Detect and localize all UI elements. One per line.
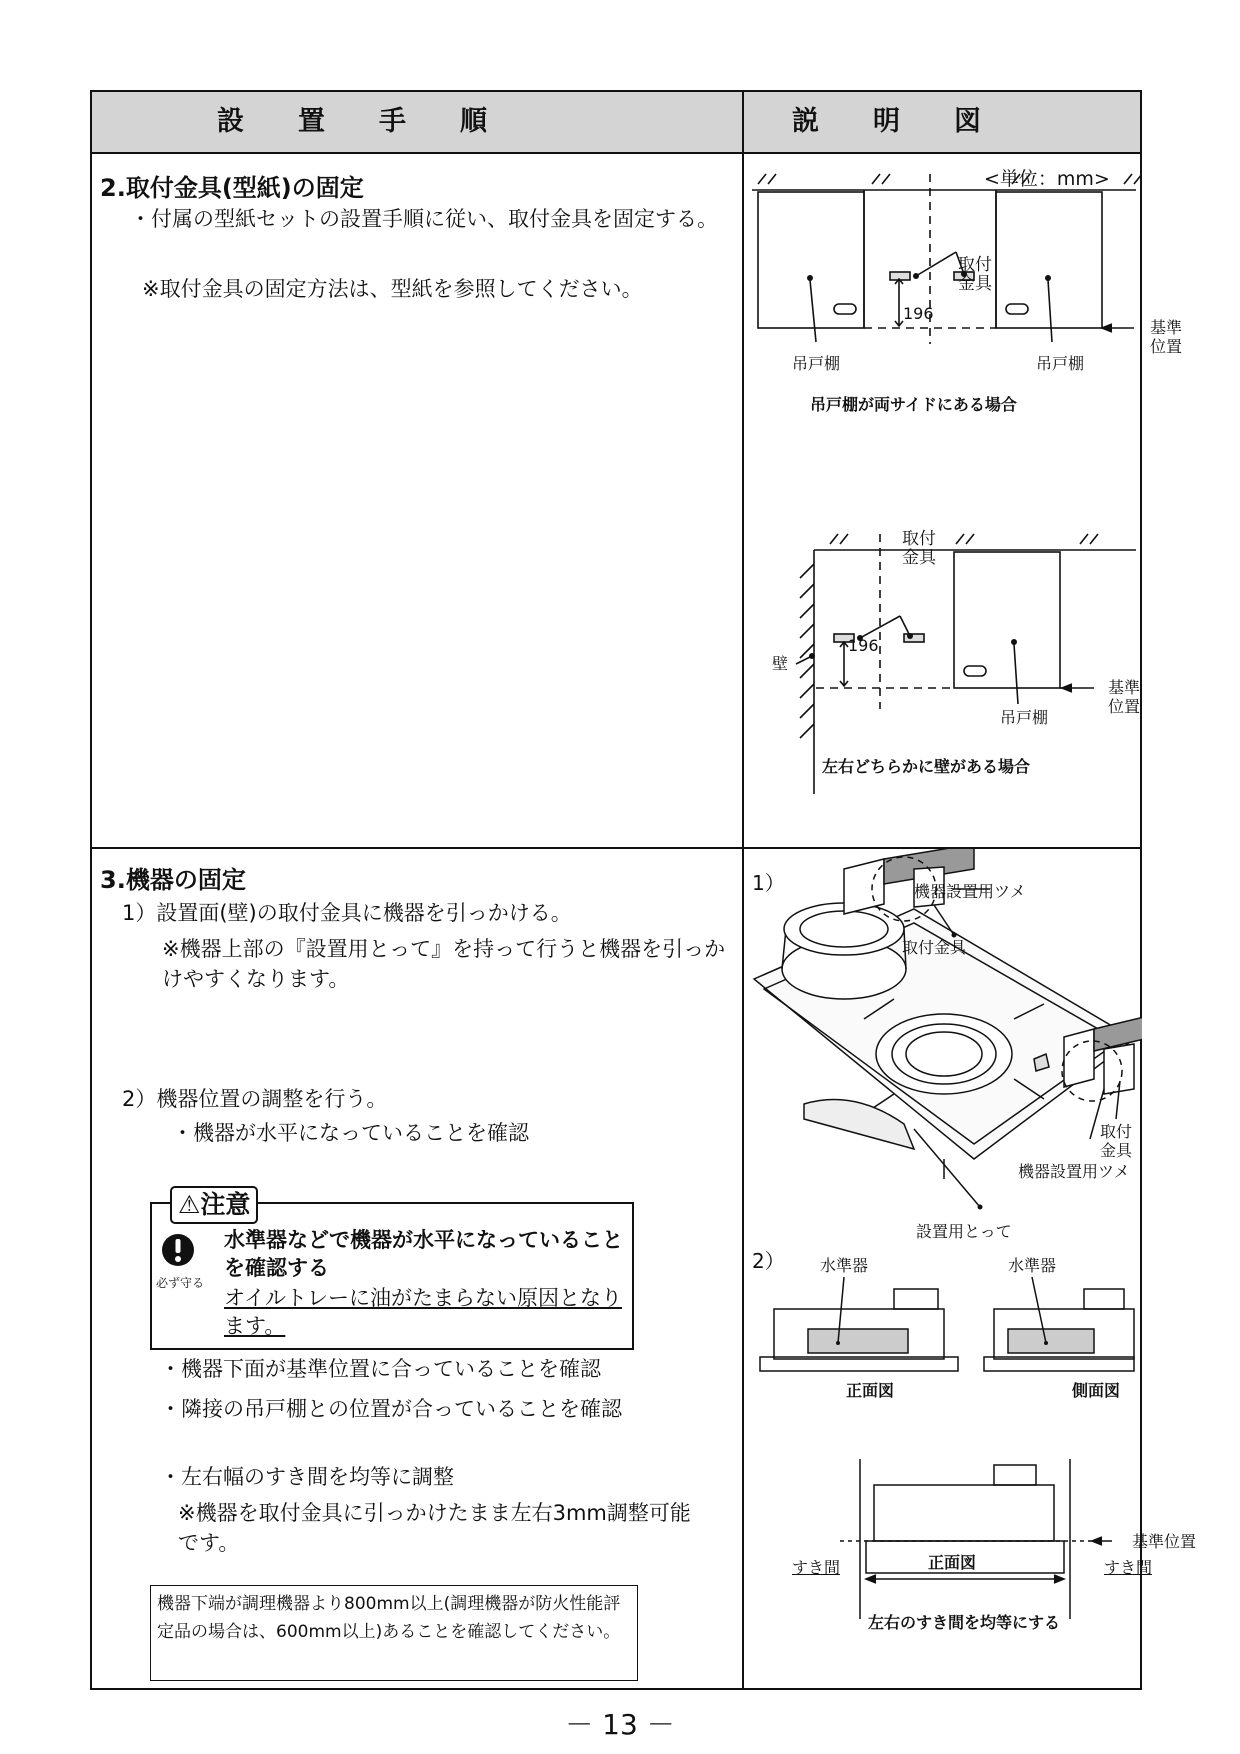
fig3-num1: 1） xyxy=(752,871,785,895)
caution-underline: オイルトレーに油がたまらない原因となります。 xyxy=(224,1286,622,1338)
fig1-bracket-l2: 金具 xyxy=(958,274,992,294)
caution-bold: 水準器などで機器が水平になっていることを確認する xyxy=(224,1228,623,1280)
fig3-claw-right: 機器設置用ツメ xyxy=(1018,1162,1130,1181)
section3-title: 3.機器の固定 xyxy=(100,866,246,894)
bullet-ref: ・機器下面が基準位置に合っていることを確認 xyxy=(160,1357,601,1381)
fig2-bracket-l1: 取付 xyxy=(902,529,936,549)
gap-note: ※機器を取付金具に引っかけたまま左右3mm調整可能です。 xyxy=(178,1501,691,1555)
fig1-ref-l1: 基準 xyxy=(1150,318,1183,337)
fig1-caption: 吊戸棚が両サイドにある場合 xyxy=(810,395,1017,414)
bullet-level: ・機器が水平になっていることを確認 xyxy=(172,1121,529,1145)
bullet-gap: ・左右幅のすき間を均等に調整 xyxy=(160,1465,454,1489)
fig3-gap-right: すき間 xyxy=(1104,1558,1153,1577)
table-header xyxy=(92,92,1140,152)
header-illustration: 説 明 図 xyxy=(792,106,981,137)
fig3-bracket-top: 取付金具 xyxy=(902,938,967,957)
fig3-ref-pos: 基準位置 xyxy=(1132,1532,1197,1551)
fig3-bottom-caption: 左右のすき間を均等にする xyxy=(868,1613,1061,1632)
height-note-box: 機器下端が調理機器より800mm以上(調理機器が防火性能評定品の場合は、600mm以上)あることを確認してください。 xyxy=(150,1585,638,1681)
fig2-ref-l1: 基準 xyxy=(1108,678,1141,697)
fig1-left-cabinet: 吊戸棚 xyxy=(792,354,841,373)
fig3-level-front: 水準器 xyxy=(820,1256,869,1275)
fig3-bracket-right-l1: 取付 xyxy=(1100,1122,1133,1141)
section2-title: 2.取付金具(型紙)の固定 xyxy=(100,174,364,202)
page-number: － 13 － xyxy=(565,1708,675,1741)
caution-tag: ⚠注意 xyxy=(170,1186,258,1224)
section2-note: ※取付金具の固定方法は、型紙を参照してください。 xyxy=(142,277,643,301)
fig1-ref-l2: 位置 xyxy=(1150,337,1183,356)
step2-text: 2）機器位置の調整を行う。 xyxy=(122,1087,388,1111)
fig2-ref-l2: 位置 xyxy=(1108,697,1141,716)
fig3-bracket-right-l2: 金具 xyxy=(1100,1141,1133,1160)
fig3-handle: 設置用とって xyxy=(916,1222,1012,1241)
header-procedure: 設 置 手 順 xyxy=(217,106,487,137)
fig2-cabinet: 吊戸棚 xyxy=(1000,708,1049,727)
fig2-caption: 左右どちらかに壁がある場合 xyxy=(822,757,1031,776)
fig3-level-side: 水準器 xyxy=(1008,1256,1057,1275)
fig3-num2: 2） xyxy=(752,1249,785,1273)
fig3-claw-top: 機器設置用ツメ xyxy=(914,882,1026,901)
instruction-table xyxy=(90,90,1197,1690)
cabinet-diagrams xyxy=(744,154,1142,844)
fig3-front-label: 正面図 xyxy=(928,1553,977,1572)
fig2-wall: 壁 xyxy=(772,654,789,673)
bullet-cabinet: ・隣接の吊戸棚との位置が合っていることを確認 xyxy=(160,1397,622,1421)
fig2-dimension: 196 xyxy=(848,636,879,655)
caution-box xyxy=(150,1190,634,1350)
step1-note: ※機器上部の『設置用とって』を持って行うと機器を引っかけやすくなります。 xyxy=(162,937,726,991)
fig2-bracket-l2: 金具 xyxy=(902,548,936,568)
mandatory-caption: 必ず守る xyxy=(156,1276,205,1290)
unit-label: <単位：mm> xyxy=(984,168,1110,190)
fig3-side-caption: 側面図 xyxy=(1072,1381,1121,1400)
fig3-gap-left: すき間 xyxy=(792,1558,841,1577)
step1-text: 1）設置面(壁)の取付金具に機器を引っかける。 xyxy=(122,901,572,925)
fig1-right-cabinet: 吊戸棚 xyxy=(1036,354,1085,373)
section2-bullet: ・付属の型紙セットの設置手順に従い、取付金具を固定する。 xyxy=(130,207,718,231)
fig1-dimension: 196 xyxy=(903,304,934,323)
fig3-front-caption: 正面図 xyxy=(846,1381,895,1400)
fig1-bracket-l1: 取付 xyxy=(958,255,992,275)
